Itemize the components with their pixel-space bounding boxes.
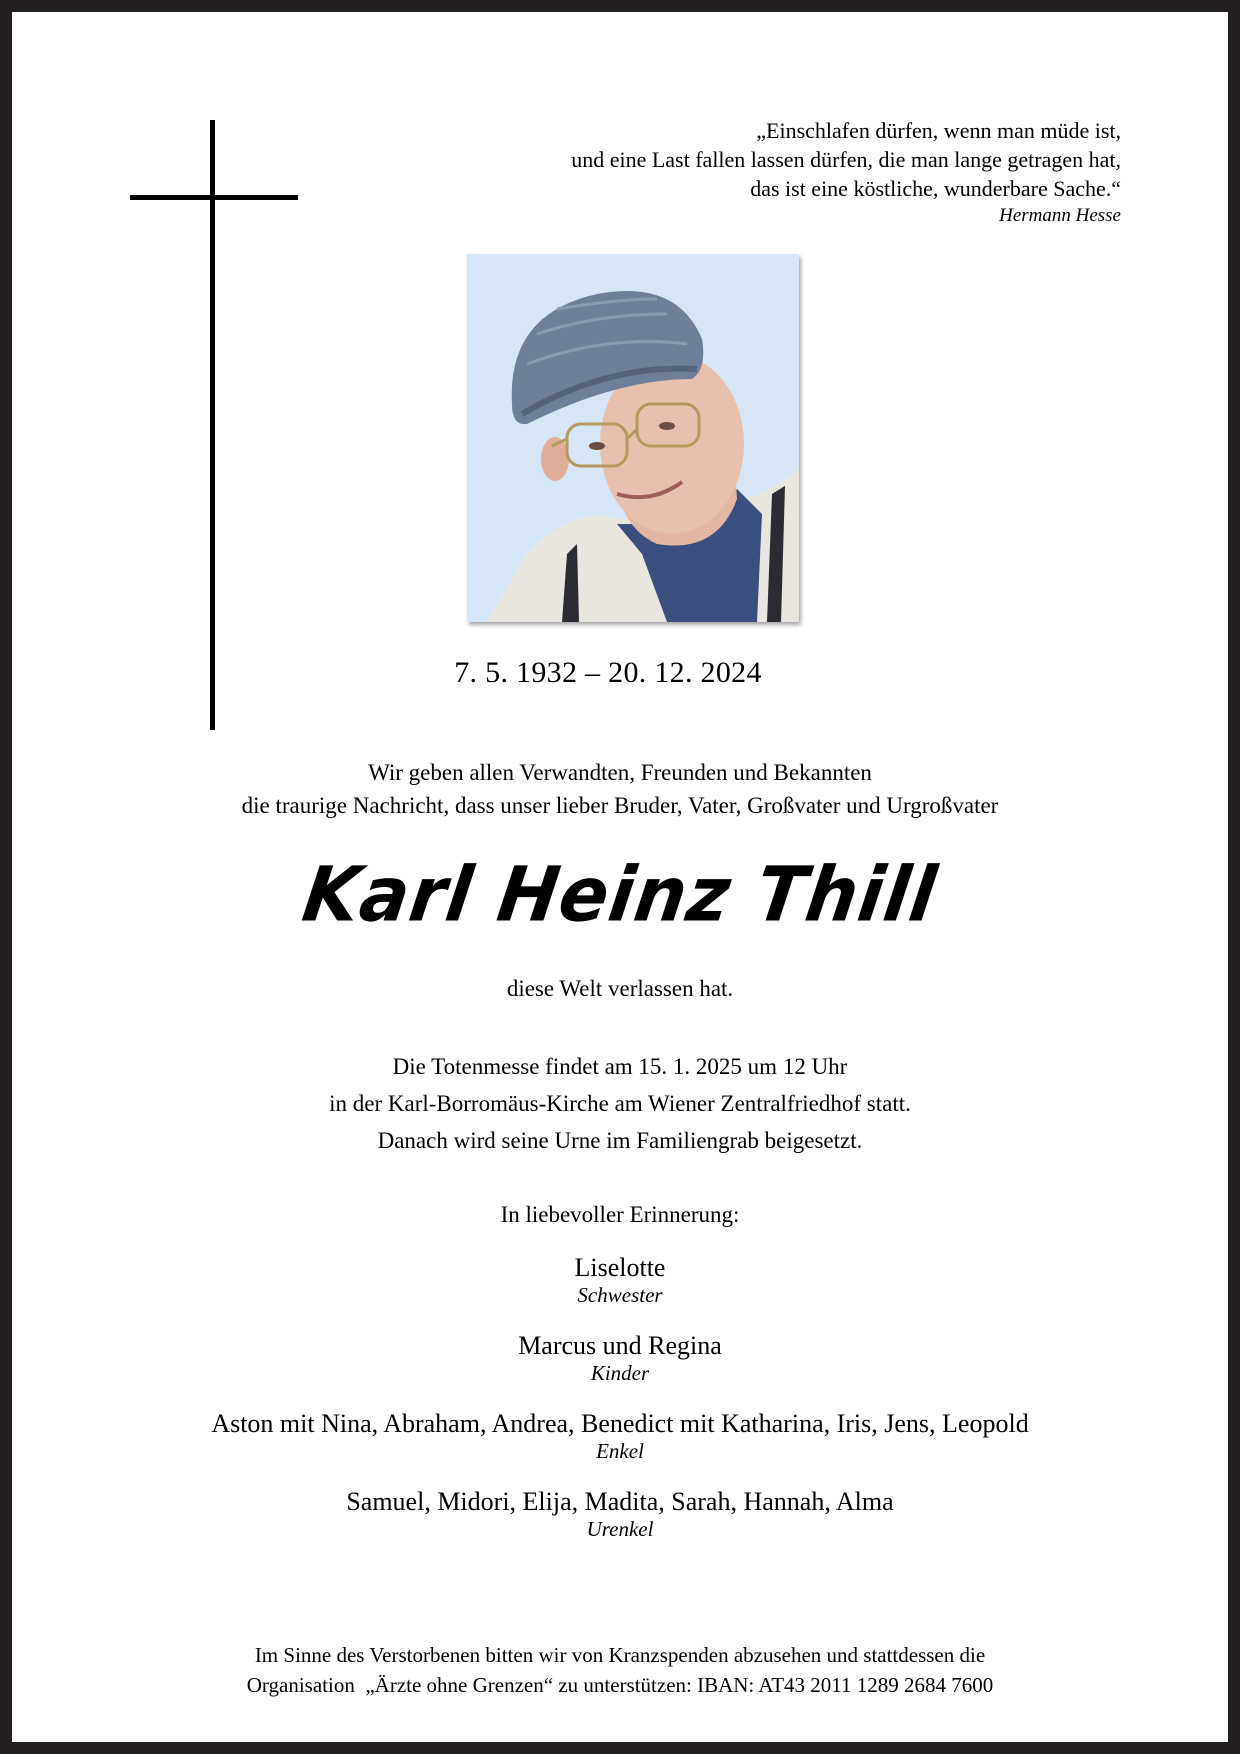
mourners-list xyxy=(12,1252,1228,1564)
closing-line: Organisation „Ärzte ohne Grenzen“ zu unterstützen: IBAN: AT43 2011 1289 2684 7600 xyxy=(246,1673,994,1697)
mourner-names: Aston mit Nina, Abraham, Andrea, Benedict mit Katharina, Iris, Jens, Leopold xyxy=(211,1409,1029,1438)
donation-request xyxy=(12,1640,1228,1700)
hesse-quote xyxy=(421,116,1121,229)
quote-line: „Einschlafen dürfen, wenn man müde ist, xyxy=(756,118,1121,143)
mourner-role: Enkel xyxy=(596,1439,644,1463)
obituary-page xyxy=(12,12,1228,1742)
closing-line: Im Sinne des Verstorbenen bitten wir von Kranzspenden abzusehen und stattdessen die xyxy=(254,1643,986,1667)
mourner-role: Kinder xyxy=(590,1361,650,1385)
quote-line: das ist eine köstliche, wunderbare Sache.“ xyxy=(750,176,1121,201)
mourner-names: Marcus und Regina xyxy=(518,1331,722,1360)
memory-heading: In liebevoller Erinnerung: xyxy=(500,1202,740,1227)
funeral-mass-info xyxy=(12,1048,1228,1159)
intro-text xyxy=(12,756,1228,822)
deceased-name xyxy=(6,849,1234,939)
mass-line: in der Karl-Borromäus-Kirche am Wiener Zentralfriedhof statt. xyxy=(329,1091,911,1116)
mourner-group xyxy=(12,1408,1228,1462)
mourner-role: Urenkel xyxy=(586,1517,654,1541)
intro-line: die traurige Nachricht, dass unser lieber Bruder, Vater, Großvater und Urgroßvater xyxy=(241,793,999,818)
mourner-names: Liselotte xyxy=(574,1253,666,1282)
intro-line: Wir geben allen Verwandten, Freunden und Bekannten xyxy=(368,760,872,785)
cross-vertical-bar xyxy=(210,120,215,730)
mourner-role: Schwester xyxy=(577,1283,663,1307)
mourner-names: Samuel, Midori, Elija, Madita, Sarah, Hannah, Alma xyxy=(346,1487,894,1516)
cross-horizontal-bar xyxy=(130,195,298,200)
mourner-group xyxy=(12,1252,1228,1306)
mourner-group xyxy=(12,1330,1228,1384)
portrait-photo xyxy=(467,254,799,622)
deceased-name-text: Karl Heinz Thill xyxy=(297,849,943,939)
mourner-group xyxy=(12,1486,1228,1540)
mass-line: Die Totenmesse findet am 15. 1. 2025 um 12 Uhr xyxy=(392,1054,848,1079)
quote-line: und eine Last fallen lassen dürfen, die man lange getragen hat, xyxy=(571,147,1121,172)
life-dates: 7. 5. 1932 – 20. 12. 2024 xyxy=(454,656,762,689)
mass-line: Danach wird seine Urne im Familiengrab beigesetzt. xyxy=(377,1128,863,1153)
passed-away-text: diese Welt verlassen hat. xyxy=(506,976,734,1001)
quote-author: Hermann Hesse xyxy=(999,205,1121,226)
